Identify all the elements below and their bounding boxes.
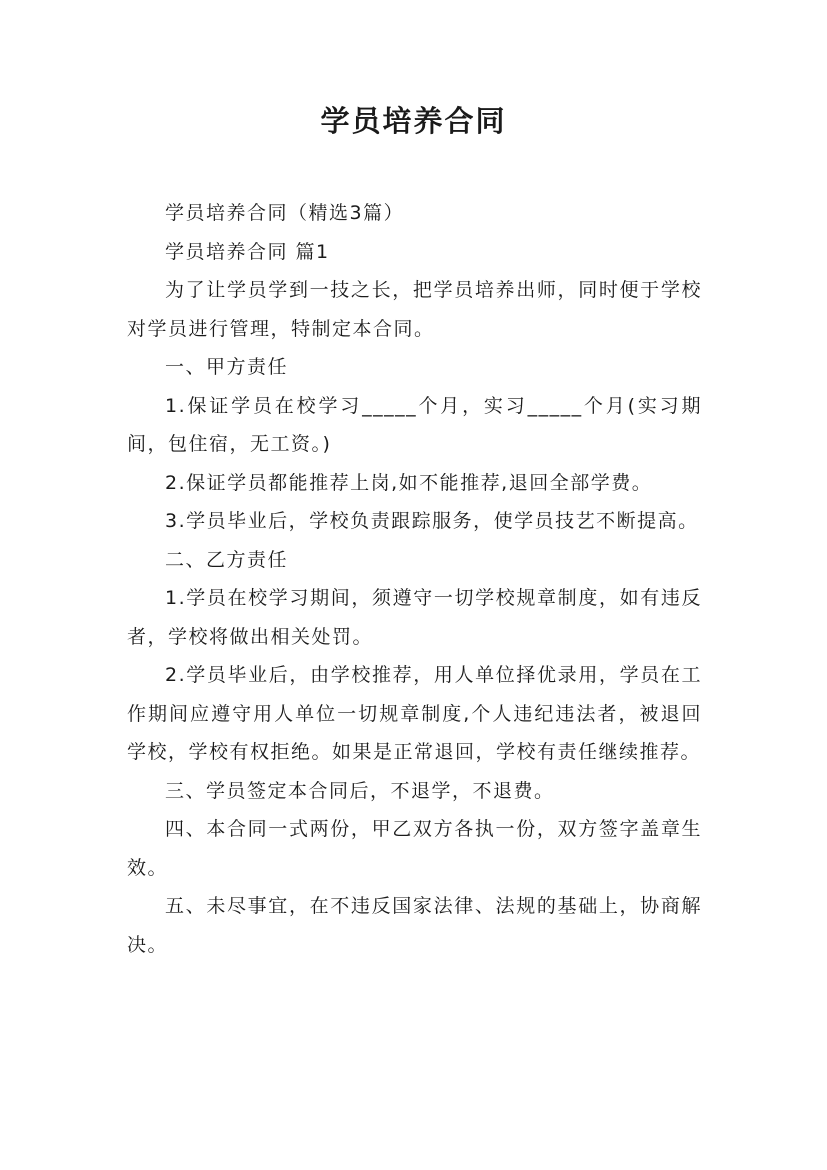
article-3: 三、学员签定本合同后，不退学，不退费。 — [165, 779, 555, 802]
section-heading: 学员培养合同 篇1 — [165, 240, 330, 263]
party-a-clause-1: 1.保证学员在校学习_____个月，实习_____个月(实习期间，包住宿，无工资。) — [127, 394, 702, 455]
party-a-heading: 一、甲方责任 — [165, 356, 289, 378]
document-body — [127, 194, 702, 964]
party-a-clause-2: 2.保证学员都能推荐上岗,如不能推荐,退回全部学费。 — [165, 471, 653, 494]
article-4: 四、本合同一式两份，甲乙双方各执一份，双方签字盖章生效。 — [127, 818, 702, 879]
party-b-clause-1: 1.学员在校学习期间，须遵守一切学校规章制度，如有违反者，学校将做出相关处罚。 — [127, 587, 702, 648]
party-b-heading: 二、乙方责任 — [165, 548, 289, 571]
party-b-clause-2: 2.学员毕业后，由学校推荐，用人单位择优录用，学员在工作期间应遵守用人单位一切规章制度,个人违纪违法者，被退回学校，学校有权拒绝。如果是正常退回，学校有责任继续推荐。 — [127, 664, 702, 763]
party-a-clause-3: 3.学员毕业后，学校负责跟踪服务，使学员技艺不断提高。 — [165, 510, 699, 532]
intro-paragraph: 为了让学员学到一技之长，把学员培养出师，同时便于学校对学员进行管理，特制定本合同。 — [127, 279, 702, 340]
document-title: 学员培养合同 — [320, 104, 507, 138]
subtitle-paragraph: 学员培养合同（精选3篇） — [165, 202, 405, 224]
article-5: 五、未尽事宜，在不违反国家法律、法规的基础上，协商解决。 — [127, 895, 702, 956]
